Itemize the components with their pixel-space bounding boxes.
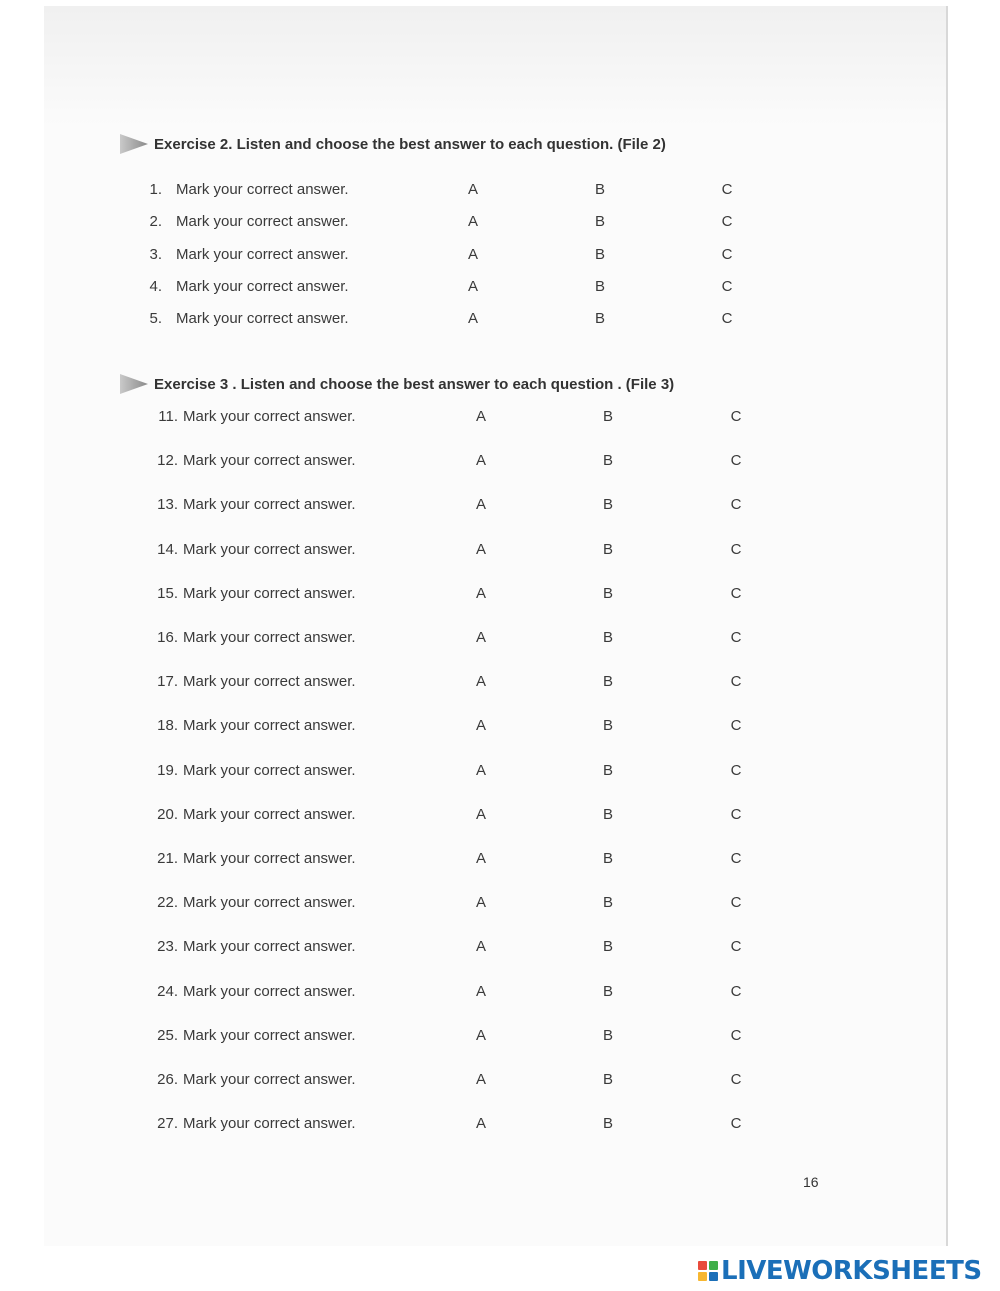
question-text: Mark your correct answer.: [176, 213, 349, 231]
option-a[interactable]: A: [475, 805, 486, 823]
option-a[interactable]: A: [467, 245, 478, 263]
option-a[interactable]: A: [475, 1071, 486, 1088]
question-number: 14.: [157, 540, 178, 558]
option-b[interactable]: B: [602, 761, 613, 779]
option-c[interactable]: C: [730, 1115, 742, 1133]
option-a[interactable]: A: [475, 540, 486, 558]
option-b[interactable]: B: [594, 181, 605, 198]
option-a[interactable]: A: [475, 408, 486, 425]
question-number: 18.: [157, 717, 178, 735]
option-c[interactable]: C: [721, 181, 733, 198]
option-c[interactable]: C: [730, 938, 742, 956]
option-b[interactable]: B: [602, 673, 613, 691]
question-text: Mark your correct answer.: [183, 673, 356, 691]
option-b[interactable]: B: [602, 496, 613, 514]
option-c[interactable]: C: [730, 761, 742, 779]
logo-square: [709, 1272, 718, 1281]
option-b[interactable]: B: [602, 850, 613, 867]
question-number: 22.: [157, 894, 178, 912]
question-number: 20.: [157, 805, 178, 823]
page-number: 16: [803, 1174, 819, 1190]
option-a[interactable]: A: [475, 584, 486, 602]
question-text: Mark your correct answer.: [183, 850, 356, 867]
question-text: Mark your correct answer.: [183, 805, 356, 823]
option-c[interactable]: C: [730, 408, 742, 425]
option-b[interactable]: B: [602, 894, 613, 912]
option-a[interactable]: A: [475, 938, 486, 956]
option-a[interactable]: A: [475, 982, 486, 1000]
option-a[interactable]: A: [475, 496, 486, 514]
question-text: Mark your correct answer.: [183, 408, 356, 425]
option-c[interactable]: C: [721, 245, 733, 263]
question-text: Mark your correct answer.: [183, 1115, 356, 1133]
option-b[interactable]: B: [594, 245, 605, 263]
question-text: Mark your correct answer.: [183, 540, 356, 558]
question-text: Mark your correct answer.: [183, 717, 356, 735]
option-a[interactable]: A: [475, 850, 486, 867]
option-b[interactable]: B: [602, 452, 613, 470]
option-b[interactable]: B: [594, 310, 605, 328]
option-a[interactable]: A: [475, 673, 486, 691]
logo-square: [709, 1261, 718, 1270]
question-number: 25.: [157, 1026, 178, 1044]
question-number: 16.: [157, 629, 178, 646]
option-a[interactable]: A: [475, 761, 486, 779]
option-b[interactable]: B: [602, 717, 613, 735]
option-b[interactable]: B: [602, 1071, 613, 1088]
question-text: Mark your correct answer.: [176, 245, 349, 263]
option-c[interactable]: C: [730, 894, 742, 912]
question-text: Mark your correct answer.: [183, 1071, 356, 1088]
question-number: 24.: [157, 982, 178, 1000]
question-text: Mark your correct answer.: [183, 496, 356, 514]
question-number: 21.: [157, 850, 178, 867]
option-c[interactable]: C: [730, 850, 742, 867]
option-b[interactable]: B: [602, 805, 613, 823]
option-b[interactable]: B: [602, 540, 613, 558]
option-c[interactable]: C: [730, 717, 742, 735]
question-text: Mark your correct answer.: [183, 938, 356, 956]
option-b[interactable]: B: [602, 982, 613, 1000]
option-a[interactable]: A: [475, 1115, 486, 1133]
question-number: 15.: [157, 584, 178, 602]
question-text: Mark your correct answer.: [183, 982, 356, 1000]
option-b[interactable]: B: [602, 1115, 613, 1133]
option-c[interactable]: C: [730, 982, 742, 1000]
scan-shadow: [44, 6, 946, 126]
option-b[interactable]: B: [602, 629, 613, 646]
option-a[interactable]: A: [475, 894, 486, 912]
question-text: Mark your correct answer.: [183, 452, 356, 470]
exercise-2-heading: [118, 132, 666, 156]
option-a[interactable]: A: [467, 310, 478, 328]
option-b[interactable]: B: [602, 584, 613, 602]
option-c[interactable]: C: [730, 584, 742, 602]
question-number: 17.: [157, 673, 178, 691]
exercise-3-heading: [118, 372, 674, 396]
question-number: 27.: [157, 1115, 178, 1133]
option-c[interactable]: C: [730, 540, 742, 558]
question-number: 26.: [157, 1071, 178, 1088]
liveworksheets-logo-icon: [698, 1261, 718, 1281]
option-b[interactable]: B: [602, 938, 613, 956]
option-a[interactable]: A: [475, 629, 486, 646]
question-number: 4.: [149, 277, 162, 295]
question-text: Mark your correct answer.: [176, 277, 349, 295]
option-b[interactable]: B: [594, 213, 605, 231]
option-b[interactable]: B: [602, 1026, 613, 1044]
question-number: 13.: [157, 496, 178, 514]
question-number: 11.: [158, 408, 178, 425]
question-text: Mark your correct answer.: [183, 761, 356, 779]
option-c[interactable]: C: [730, 673, 742, 691]
question-text: Mark your correct answer.: [183, 629, 356, 646]
option-c[interactable]: C: [721, 213, 733, 231]
exercise-2-title: Exercise 2. Listen and choose the best answer to each question. (File 2): [154, 135, 666, 153]
option-a[interactable]: A: [467, 213, 478, 231]
option-b[interactable]: B: [594, 277, 605, 295]
option-c[interactable]: C: [721, 310, 733, 328]
option-a[interactable]: A: [475, 452, 486, 470]
option-a[interactable]: A: [467, 277, 478, 295]
question-number: 1.: [149, 181, 162, 198]
brand-name: LIVEWORKSHEETS: [721, 1256, 982, 1286]
question-number: 5.: [149, 310, 162, 328]
question-number: 23.: [157, 938, 178, 956]
question-number: 12.: [157, 452, 178, 470]
question-number: 3.: [149, 245, 162, 263]
option-b[interactable]: B: [602, 408, 613, 425]
question-number: 2.: [149, 213, 162, 231]
option-c[interactable]: C: [730, 805, 742, 823]
option-c[interactable]: C: [730, 1071, 742, 1088]
question-text: Mark your correct answer.: [183, 584, 356, 602]
question-text: Mark your correct answer.: [183, 894, 356, 912]
option-a[interactable]: A: [475, 1026, 486, 1044]
arrow-icon: [118, 132, 150, 156]
option-c[interactable]: C: [730, 452, 742, 470]
exercise-3-title: Exercise 3 . Listen and choose the best answer to each question . (File 3): [154, 375, 675, 393]
question-text: Mark your correct answer.: [176, 310, 349, 328]
question-text: Mark your correct answer.: [183, 1026, 356, 1044]
question-number: 19.: [157, 761, 178, 779]
liveworksheets-brand[interactable]: [698, 1256, 982, 1286]
question-text: Mark your correct answer.: [176, 181, 349, 198]
option-c[interactable]: C: [730, 1026, 742, 1044]
option-c[interactable]: C: [730, 496, 742, 514]
option-c[interactable]: C: [721, 277, 733, 295]
option-a[interactable]: A: [467, 181, 478, 198]
arrow-icon: [118, 372, 150, 396]
option-c[interactable]: C: [730, 629, 742, 646]
option-a[interactable]: A: [475, 717, 486, 735]
logo-square: [698, 1272, 707, 1281]
logo-square: [698, 1261, 707, 1270]
